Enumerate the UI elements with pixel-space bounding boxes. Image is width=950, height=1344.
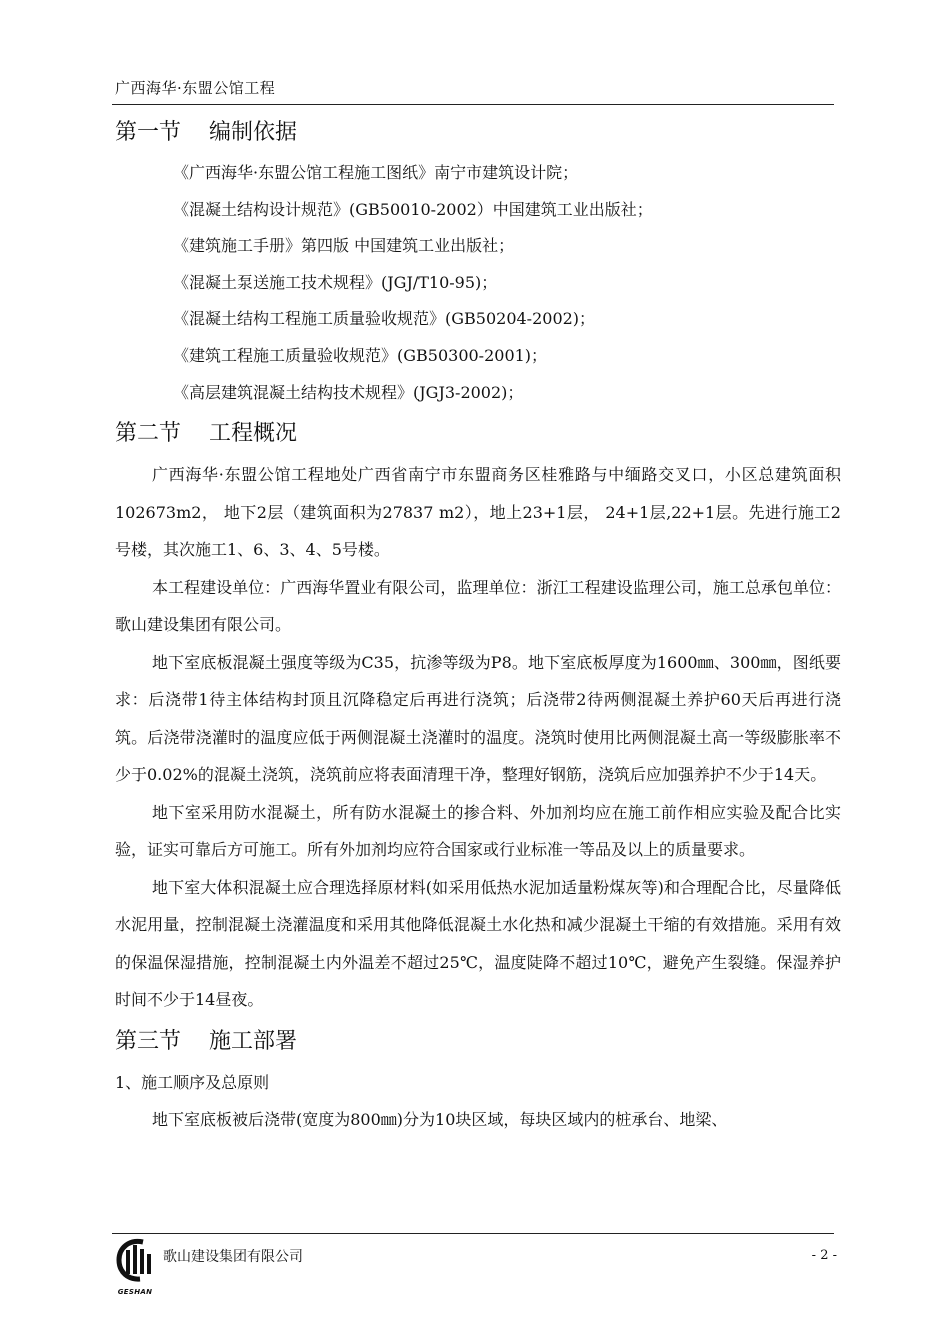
overview-paragraph: 广西海华·东盟公馆工程地处广西省南宁市东盟商务区桂雅路与中缅路交叉口，小区总建筑面积102673m2， 地下2层（建筑面积为27837 m2），地上23+1层， 24+1层,22+1层。先进行施工2号楼，其次施工1、6、3、4、5号楼。	[115, 465, 841, 560]
footer-company-name: 歌山建设集团有限公司	[163, 1249, 303, 1265]
section2-heading: 第二节 工程概况	[115, 421, 297, 447]
overview-paragraph: 本工程建设单位：广西海华置业有限公司，监理单位：浙江工程建设监理公司，施工总承包单位：歌山建设集团有限公司。	[115, 577, 841, 635]
overview-paragraph: 地下室底板混凝土强度等级为C35，抗渗等级为P8。地下室底板厚度为1600㎜、300㎜，图纸要求：后浇带1待主体结构封顶且沉降稳定后再进行浇筑；后浇带2待两侧混凝土养护60天后再进行浇筑。后浇带浇灌时的温度应低于两侧混凝土浇灌时的温度。浇筑时使用比两侧混凝土高一等级膨胀率不少于0.02%的混凝土浇筑，浇筑前应将表面清理干净，整理好钢筋，浇筑后应加强养护不少于14天。	[115, 652, 841, 785]
page-number: - 2 -	[811, 1248, 837, 1263]
logo-wordmark: GESHAN	[117, 1288, 153, 1296]
page-content	[115, 110, 841, 1138]
reference-item: 《混凝土结构工程施工质量验收规范》(GB50204-2002)；	[173, 309, 596, 329]
reference-item: 《高层建筑混凝土结构技术规程》(JGJ3-2002)；	[173, 382, 524, 402]
section1-heading: 第一节 编制依据	[115, 120, 297, 145]
header-divider	[112, 104, 834, 105]
section3-heading: 第三节 施工部署	[115, 1028, 297, 1054]
reference-list	[115, 155, 841, 411]
reference-item: 《建筑施工手册》第四版 中国建筑工业出版社；	[173, 236, 515, 256]
section3-subheading: 1、施工顺序及总原则	[115, 1072, 270, 1092]
reference-item: 《混凝土结构设计规范》(GB50010-2002）中国建筑工业出版社；	[173, 199, 653, 219]
overview-paragraph: 地下室采用防水混凝土，所有防水混凝土的掺合料、外加剂均应在施工前作相应实验及配合比实验，证实可靠后方可施工。所有外加剂均应符合国家或行业标准一等品及以上的质量要求。	[115, 802, 841, 860]
reference-item: 《建筑工程施工质量验收规范》(GB50300-2001)；	[173, 345, 548, 365]
overview-paragraph: 地下室大体积混凝土应合理选择原材料(如采用低热水泥加适量粉煤灰等)和合理配合比，尽量降低水泥用量，控制混凝土浇灌温度和采用其他降低混凝土水化热和减少混凝土干缩的有效措施。采用有效的保温保湿措施，控制混凝土内外温差不超过25℃，温度陡降不超过10℃，避免产生裂缝。保湿养护时间不少于14昼夜。	[115, 877, 841, 1010]
reference-item: 《广西海华·东盟公馆工程施工图纸》南宁市建筑设计院；	[173, 163, 579, 182]
geshan-logo-icon	[113, 1236, 157, 1292]
page-header-title: 广西海华·东盟公馆工程	[115, 79, 276, 97]
footer-divider	[112, 1233, 834, 1234]
deployment-paragraph: 地下室底板被后浇带(宽度为800㎜)分为10块区域，每块区域内的桩承台、地梁、	[152, 1109, 728, 1129]
reference-item: 《混凝土泵送施工技术规程》(JGJ/T10-95)；	[173, 272, 498, 292]
